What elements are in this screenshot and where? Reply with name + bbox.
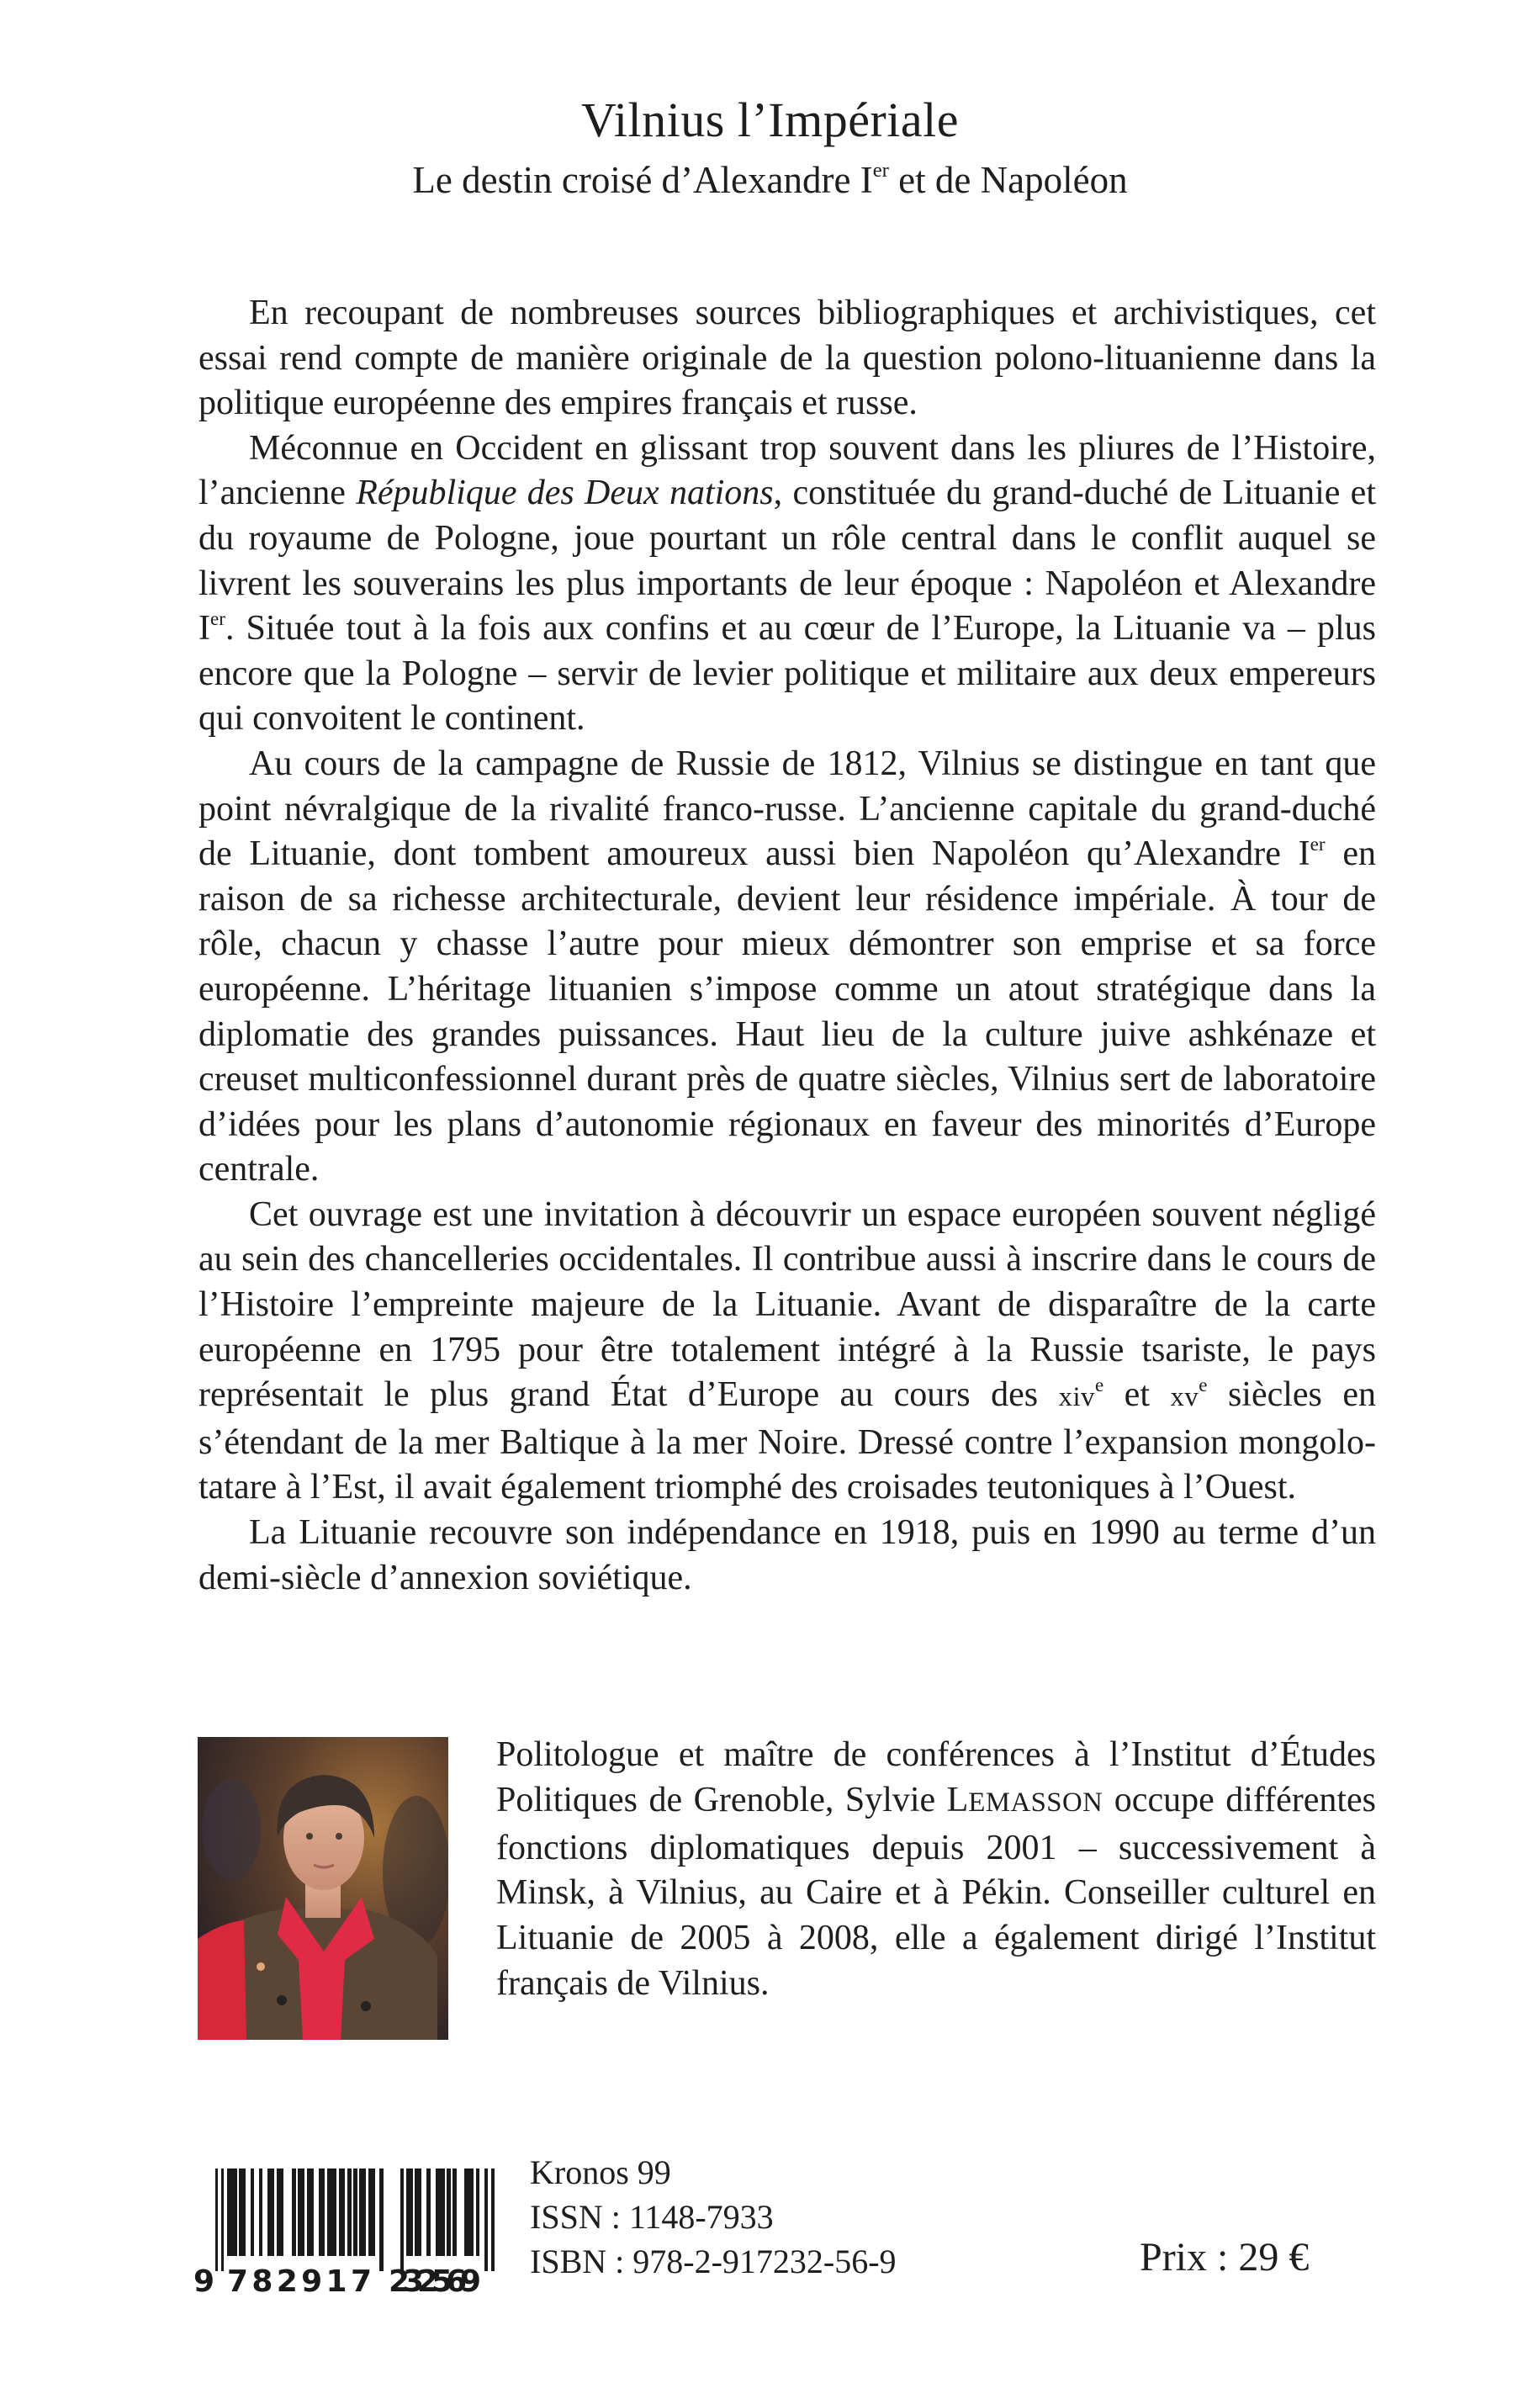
ordinal-superscript: e [1094,1373,1104,1395]
text-span: Au cours de la campagne de Russie de 1812, Vilnius se distingue en tant que point névralgique de la rivalité franco-russe. L’ancienne capitale du grand-duché de Lituanie, dont tombent amoureux aussi bien Napoléon qu’Alexandre I [198,744,1376,874]
text-span: . Située tout à la fois aux confins et au cœur de l’Europe, la Lituanie va – plus encore que la Pologne – servir de levier politique et militaire aux deux empereurs qui convoitent le continent. [198,609,1376,739]
ordinal-superscript: e [1199,1373,1208,1395]
text-span: en raison de sa richesse architecturale, devient leur résidence impériale. À tour de rôle, chacun y chasse l’autre pour mieux démontrer son emprise et sa force européenne. L’héritage lituanien s’impose comme un atout stratégique dans la diplomatie des grandes puissances. Haut lieu de la culture juive ashkénaze et creuset multiconfessionnel durant près de quatre siècles, Vilnius sert de laboratoire d’idées pour les plans d’autonomie régionaux en faveur des minorités d’Europe centrale. [198,834,1376,1189]
price-label: Prix : 29 € [1140,2235,1310,2280]
ordinal-superscript: er [1310,832,1326,855]
text-span: Méconnue en Occident en glissant trop souvent dans les pliures de l’Histoire, l’ancienne [198,428,1376,513]
text-span: Cet ouvrage est une invitation à découvrir un espace européen souvent négligé au sein des chancelleries occidentales. Il contribue aussi à inscrire dans le cours de l’Histoire l’empreinte majeure de la Lituanie. Avant de disparaître de la carte européenne en 1795 pour être totalement intégré à la Russie tsariste, le pays représentait le plus grand État d’Europe au cours des [198,1194,1376,1415]
author-name-initial: L [946,1780,969,1819]
italic-term: République des Deux nations [356,474,774,513]
barcode-right-digits: 232569 [389,2264,481,2295]
text-span: et [1103,1375,1171,1415]
ordinal-superscript: er [210,606,225,629]
roman-century: xiv [1058,1382,1095,1413]
blurb-paragraph-1: En recoupant de nombreuses sources bibliographiques et archivistiques, cet essai rend compte de manière originale de la question polono-lituanienne dans la politique européenne des empires français et russe. [198,294,1376,423]
book-title: Vilnius l’Impériale [581,93,959,147]
author-portrait-image [198,1737,448,2040]
text-span: siècles en s’étendant de la mer Baltique à la mer Noire. Dressé contre l’expansion mongolo-tatare à l’Est, il avait également triomphé des croisades teutoniques à l’Ouest. [198,1375,1376,1507]
barcode-left-digits: 782917 [227,2264,372,2295]
author-bio-paragraph [496,1733,1376,2007]
isbn-barcode [193,2169,498,2295]
blurb-paragraph-2 [198,426,1376,742]
subtitle-prefix: Le destin croisé d’Alexandre I [412,159,873,201]
text-span: Politologue et maître de conférences à l’Institut d’Études Politiques de Grenoble, Sylvie [496,1735,1376,1819]
author-bio [496,1733,1376,2007]
author-photo [198,1737,448,2040]
barcode-icon [193,2169,498,2295]
text-span: occupe différentes fonctions diplomatiques depuis 2001 – successivement à Minsk, à Vilnius, au Caire et à Pékin. Conseiller culturel en Lituanie de 2005 à 2008, elle a également dirigé l’Institut français de Vilnius. [496,1780,1376,2003]
blurb-paragraph-3 [198,742,1376,1193]
subtitle-suffix: et de Napoléon [888,159,1128,201]
publication-info [530,2150,897,2284]
blurb-text [198,291,1376,1601]
isbn-label: ISBN : 978-2-917232-56-9 [530,2243,897,2280]
text-span: , constituée du grand-duché de Lituanie et du royaume de Pologne, joue pourtant un rôle central dans le conflit auquel se livrent les souverains les plus importants de leur époque : Napoléon et Alexandre I [198,474,1376,649]
barcode-first-digit: 9 [193,2264,215,2295]
blurb-paragraph-4 [198,1193,1376,1511]
ordinal-superscript: er [872,159,889,183]
blurb-paragraph-5: La Lituanie recouvre son indépendance en 1918, puis en 1990 au terme d’un demi-siècle d’annexion soviétique. [198,1513,1376,1597]
book-subtitle [0,156,1540,204]
series-label: Kronos 99 [530,2153,671,2191]
issn-label: ISSN : 1148-7933 [530,2198,774,2236]
roman-century: xv [1170,1382,1199,1413]
author-name-smallcaps: EMASSON [968,1787,1103,1818]
